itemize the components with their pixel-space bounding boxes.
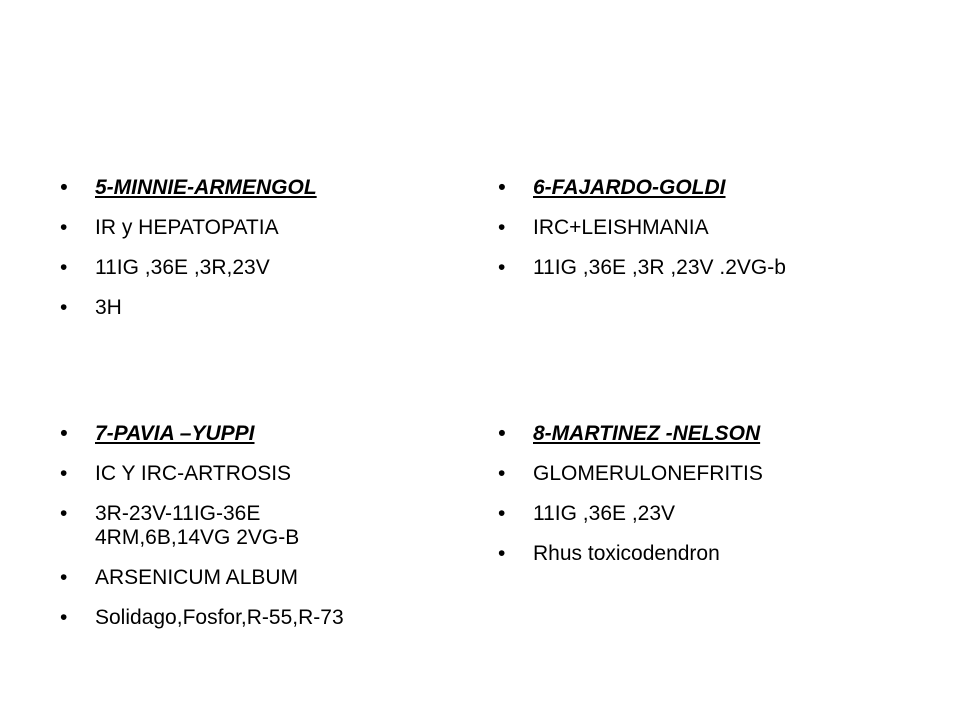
case-list-6	[498, 176, 918, 296]
case-heading: • 8-MARTINEZ -NELSON	[498, 422, 918, 446]
case-item: • ARSENICUM ALBUM	[60, 566, 460, 590]
case-list-8	[498, 422, 918, 582]
case-item: • Solidago,Fosfor,R-55,R-73	[60, 606, 460, 630]
case-heading: • 7-PAVIA –YUPPI	[60, 422, 460, 446]
case-heading: • 5-MINNIE-ARMENGOL	[60, 176, 460, 200]
case-item: • IC Y IRC-ARTROSIS	[60, 462, 460, 486]
case-item-line: • 3R-23V-11IG-36E	[95, 502, 261, 525]
case-item-line: 4RM,6B,14VG 2VG-B	[95, 526, 300, 549]
case-heading: • 6-FAJARDO-GOLDI	[498, 176, 918, 200]
case-list-5	[60, 176, 460, 336]
case-item: • 11IG ,36E ,23V	[498, 502, 918, 526]
case-item: • Rhus toxicodendron	[498, 542, 918, 566]
case-item: • IRC+LEISHMANIA	[498, 216, 918, 240]
case-item: • 3H	[60, 296, 460, 320]
case-item: • IR y HEPATOPATIA	[60, 216, 460, 240]
case-item: • GLOMERULONEFRITIS	[498, 462, 918, 486]
case-item	[60, 502, 460, 550]
case-item: • 11IG ,36E ,3R ,23V .2VG-b	[498, 256, 918, 280]
case-item: • 11IG ,36E ,3R,23V	[60, 256, 460, 280]
case-list-7	[60, 422, 460, 646]
